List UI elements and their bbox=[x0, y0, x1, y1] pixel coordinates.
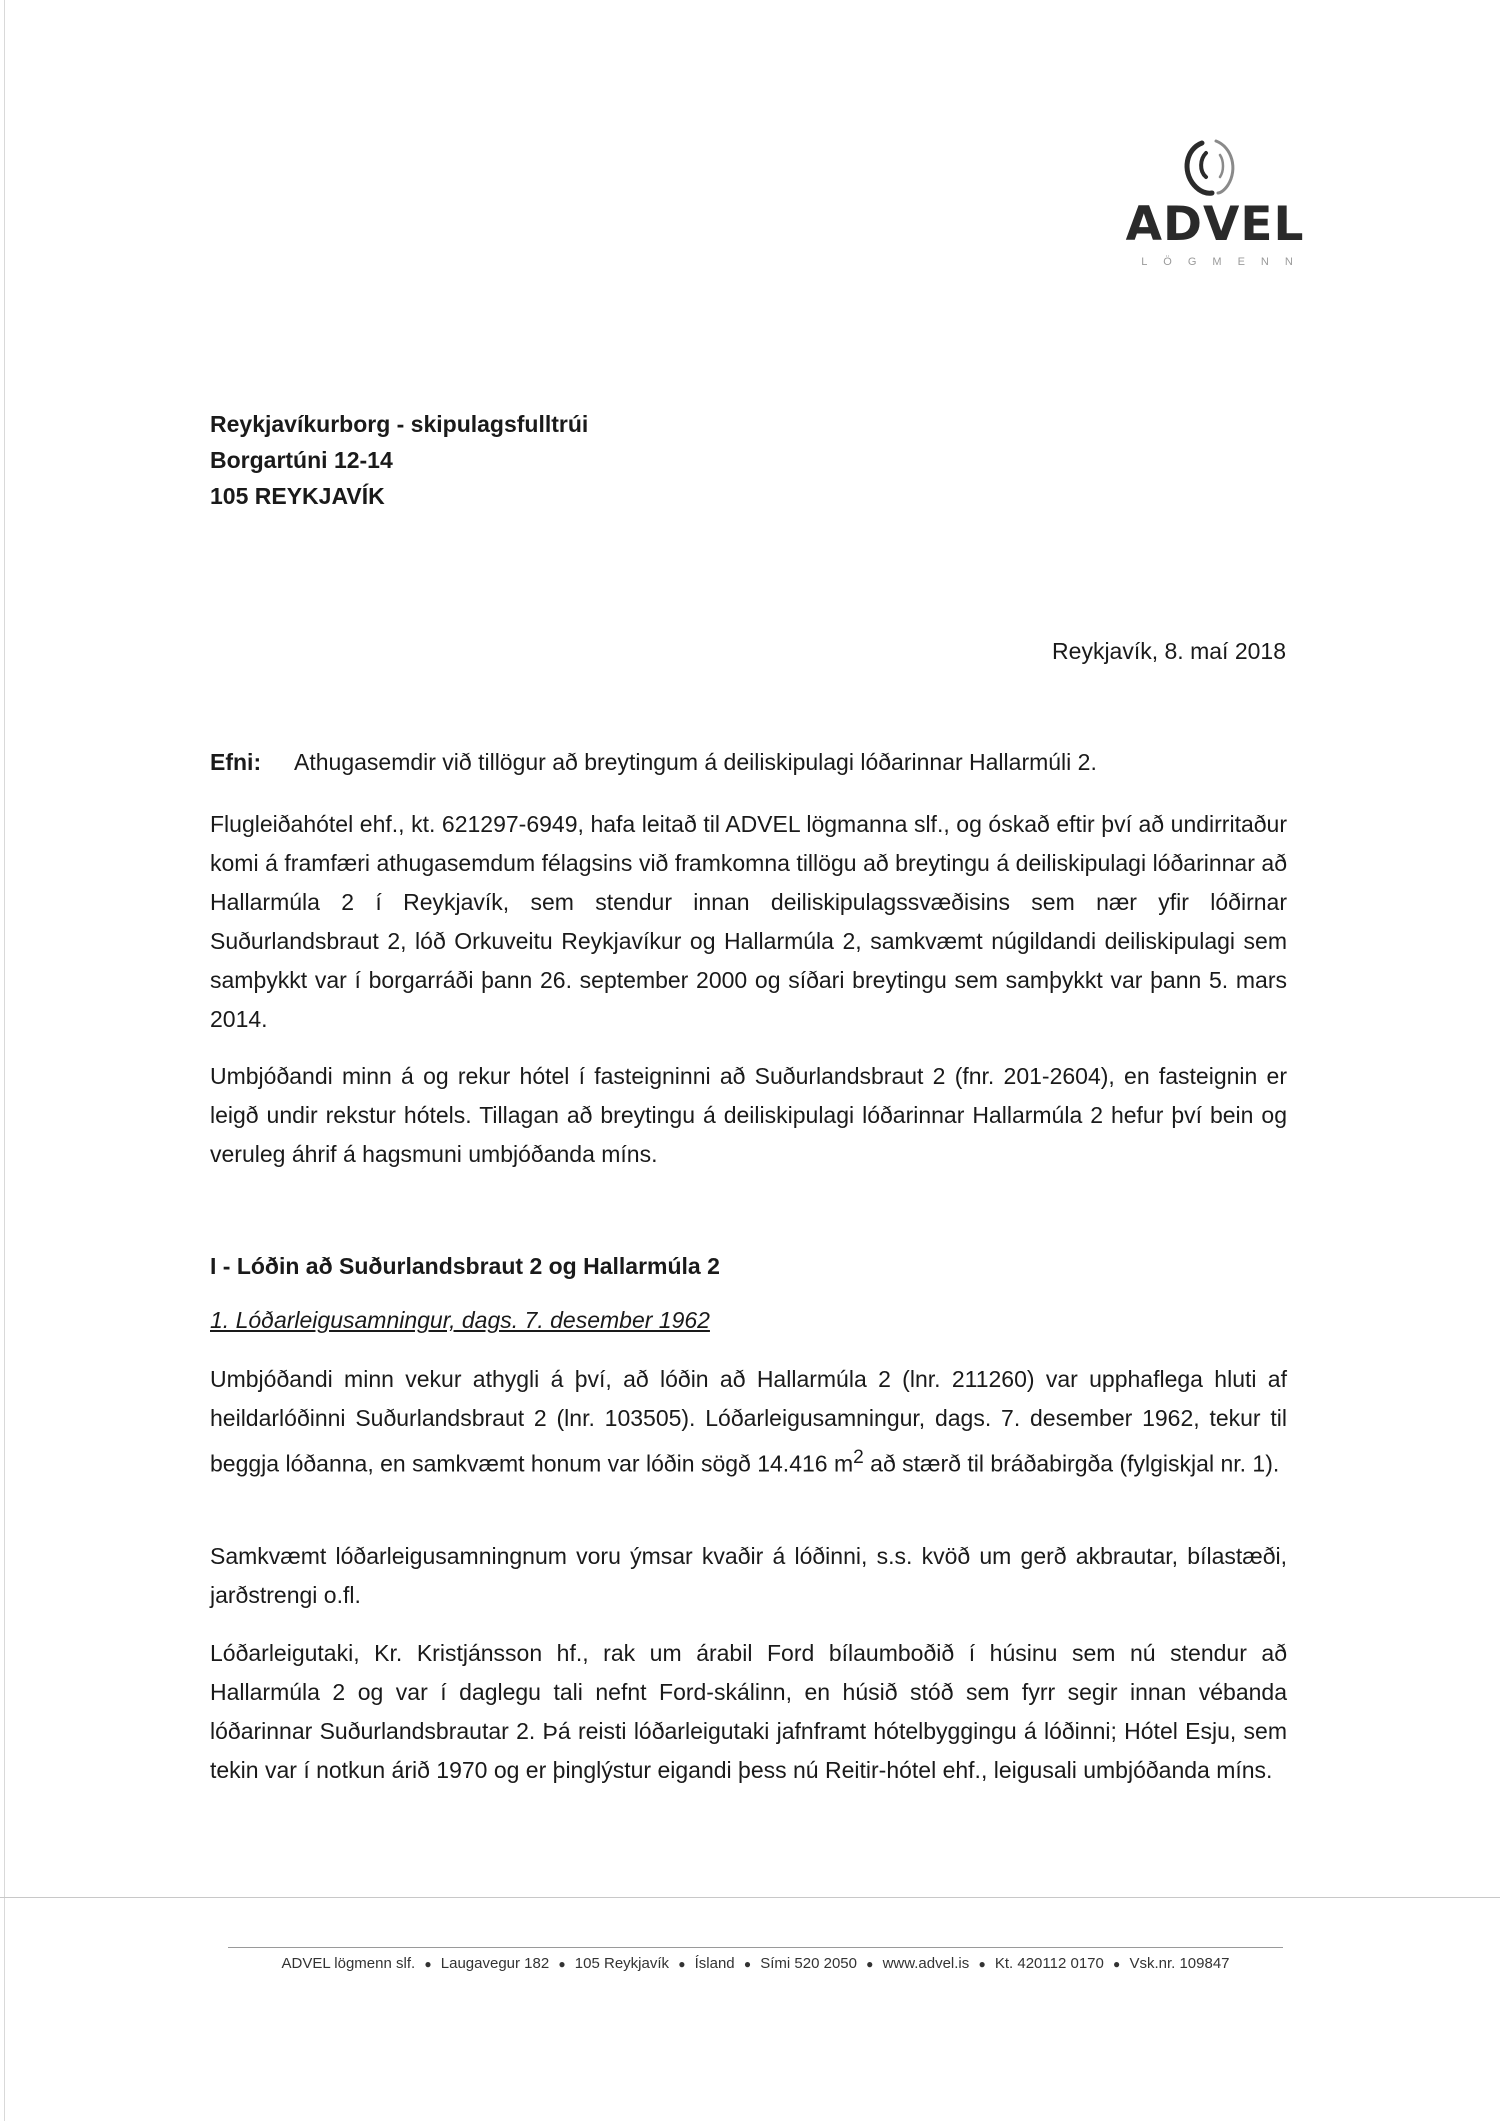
company-logo bbox=[1110, 135, 1310, 275]
paragraph bbox=[210, 1360, 1287, 1484]
footer-website: www.advel.is bbox=[882, 1955, 970, 1972]
section-heading: I - Lóðin að Suðurlandsbraut 2 og Hallarmúla 2 bbox=[210, 1253, 720, 1279]
footer bbox=[228, 1955, 1283, 1972]
footer-separator: ● bbox=[678, 1957, 686, 1971]
footer-separator: ● bbox=[978, 1957, 986, 1971]
logo-wordmark: ADVEL bbox=[1125, 197, 1305, 252]
advel-logo-mark-icon bbox=[1176, 135, 1244, 203]
footer-city: 105 Reykjavík bbox=[574, 1955, 670, 1972]
page-divider bbox=[0, 1897, 1500, 1898]
logo-subtitle: LÖGMENN bbox=[1141, 256, 1309, 268]
page-edge bbox=[4, 0, 5, 2121]
paragraph: Umbjóðandi minn á og rekur hótel í fasteigninni að Suðurlandsbraut 2 (fnr. 201-2604), en fasteignin er leigð undir rekstur hótels. Tillagan að breytingu á deiliskipulagi lóðarinnar Hallarmúla 2 hefur því bein og veruleg áhrif á hagsmuni umbjóðanda míns. bbox=[210, 1063, 1287, 1167]
subject-text: Athugasemdir við tillögur að breytingum á deiliskipulagi lóðarinnar Hallarmúli 2. bbox=[294, 749, 1097, 775]
recipient-line: Borgartúni 12-14 bbox=[210, 447, 393, 473]
paragraph: Lóðarleigutaki, Kr. Kristjánsson hf., rak um árabil Ford bílaumboðið í húsinu sem nú stendur að Hallarmúla 2 og var í daglegu tali nefnt Ford-skálinn, en húsið stóð sem fyrr segir innan vébanda lóðarinnar Suðurlandsbrautar 2. Þá reisti lóðarleigutaki jafnframt hótelbyggingu á lóðinni; Hótel Esju, sem tekin var í notkun árið 1970 og er þinglýstur eigandi þess nú Reitir-hótel ehf., leigusali umbjóðanda míns. bbox=[210, 1640, 1287, 1783]
subject-line bbox=[210, 749, 1097, 776]
letter-date: Reykjavík, 8. maí 2018 bbox=[1052, 638, 1286, 664]
footer-country: Ísland bbox=[694, 1955, 735, 1972]
recipient-line: 105 REYKJAVÍK bbox=[210, 483, 385, 509]
footer-separator: ● bbox=[866, 1957, 874, 1971]
footer-company-id: Kt. 420112 0170 bbox=[994, 1955, 1104, 1972]
paragraph-text: Umbjóðandi minn vekur athygli á því, að lóðin að Hallarmúla 2 (lnr. 211260) var upphaflega hluti af heildarlóðinni Suðurlandsbraut 2 (lnr. 103505). Lóðarleigusamningur, dags. 7. desember 1962, tekur til beggja lóðanna, en samkvæmt honum var lóðin sögð 14.416 m bbox=[210, 1366, 1287, 1477]
footer-street: Laugavegur 182 bbox=[440, 1955, 550, 1972]
footer-separator: ● bbox=[424, 1957, 432, 1971]
footer-separator: ● bbox=[1113, 1957, 1121, 1971]
footer-phone: Sími 520 2050 bbox=[760, 1955, 857, 1972]
paragraph: Flugleiðahótel ehf., kt. 621297-6949, hafa leitað til ADVEL lögmanna slf., og óskað eftir því að undirritaður komi á framfæri athugasemdum félagsins við framkomna tillögu að breytingu á deiliskipulagi lóðarinnar að Hallarmúla 2 í Reykjavík, sem stendur innan deiliskipulagssvæðisins sem nær yfir lóðirnar Suðurlandsbraut 2, lóð Orkuveitu Reykjavíkur og Hallarmúla 2, samkvæmt núgildandi deiliskipulagi sem samþykkt var í borgarráði þann 26. september 2000 og síðari breytingu sem samþykkt var þann 5. mars 2014. bbox=[210, 811, 1287, 1032]
section-subheading: 1. Lóðarleigusamningur, dags. 7. desember 1962 bbox=[210, 1307, 710, 1333]
paragraph-text: að stærð til bráðabirgða (fylgiskjal nr. 1). bbox=[863, 1450, 1280, 1477]
paragraph: Samkvæmt lóðarleigusamningnum voru ýmsar kvaðir á lóðinni, s.s. kvöð um gerð akbrautar, bílastæði, jarðstrengi o.fl. bbox=[210, 1543, 1287, 1608]
footer-separator: ● bbox=[743, 1957, 752, 1971]
subject-label: Efni: bbox=[210, 749, 262, 775]
footer-company: ADVEL lögmenn slf. bbox=[281, 1955, 416, 1972]
footer-vat-number: Vsk.nr. 109847 bbox=[1129, 1955, 1230, 1972]
footer-separator: ● bbox=[558, 1957, 566, 1971]
footer-divider bbox=[228, 1947, 1283, 1948]
recipient-line: Reykjavíkurborg - skipulagsfulltrúi bbox=[210, 411, 589, 437]
recipient-address bbox=[210, 406, 588, 514]
superscript: 2 bbox=[853, 1447, 864, 1468]
